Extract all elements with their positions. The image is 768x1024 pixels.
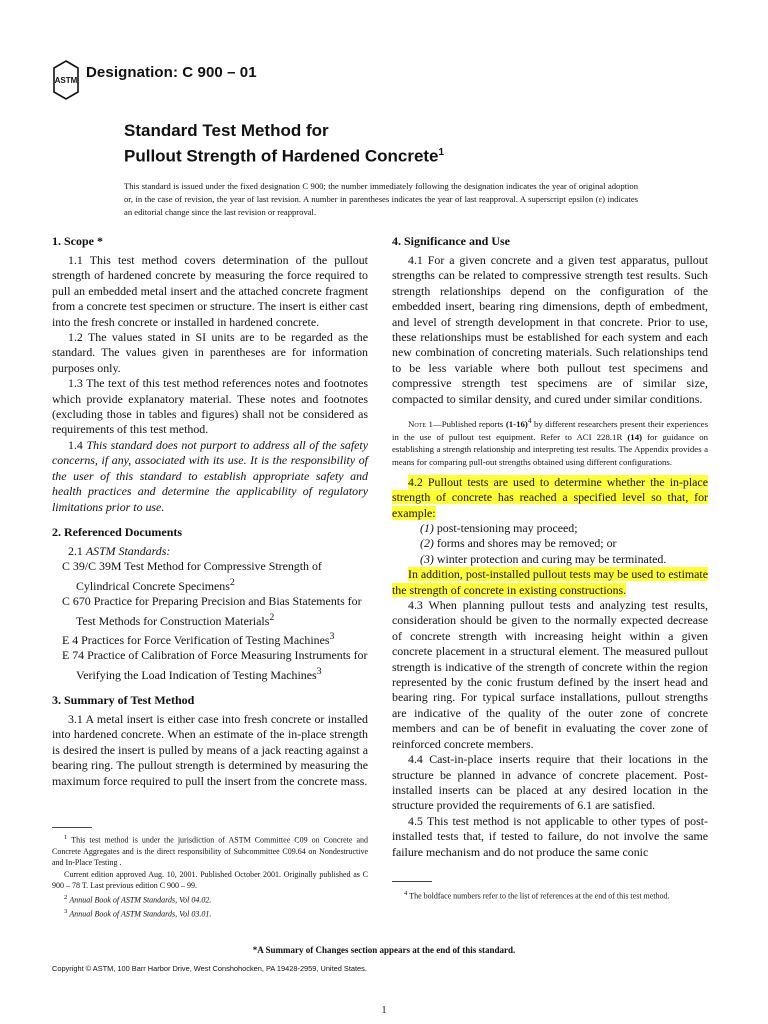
reference-footnote-mark: 2 [269, 611, 275, 623]
document-title [124, 120, 444, 168]
note-1 [392, 415, 708, 469]
footnote-mark: 2 [64, 893, 68, 901]
title-main: Pullout Strength of Hardened Concrete [124, 146, 439, 166]
subsection-label: ASTM Standards: [85, 543, 171, 558]
section-heading-scope: 1. Scope * [52, 234, 103, 248]
designation: Designation: C 900 – 01 [86, 64, 257, 81]
subsection-number: 2.1 [68, 543, 83, 558]
footnote-text: Annual Book of ASTM Standards, Vol 04.02. [69, 895, 212, 905]
note-text: 1—Published reports [428, 418, 504, 429]
reference-code: E 74 [62, 648, 85, 663]
note-reference: (1-16) [505, 418, 528, 429]
reference-item [52, 629, 368, 648]
title-line-1: Standard Test Method for [124, 121, 329, 140]
note-footnote-mark: 4 [527, 416, 532, 426]
paragraph-4-2-continued [392, 567, 708, 598]
reference-code: E 4 [62, 632, 79, 647]
list-number: (3) [420, 551, 434, 566]
list-number: (1) [420, 521, 434, 536]
footnote-2 [52, 892, 368, 906]
paragraph-3-1: 3.1 A metal insert is either case into fresh concrete or installed into hardened concrete. When an estimate of the in-place strength is desired the insert is pulled by means of a jack reacting against a bearing ring. The pullout strength is determined by measuring the maximum force required to pull the insert from the concrete mass. [52, 712, 368, 788]
astm-logo-icon [52, 60, 80, 100]
summary-of-changes-note: *A Summary of Changes section appears at the end of this standard. [252, 945, 516, 955]
paragraph-4-5: 4.5 This test method is not applicable to other types of post-installed tests that, if tested to failure, do not involve the same failure mechanism and do not produce the same conic [392, 813, 708, 859]
paragraph-4-4: 4.4 Cast-in-place inserts require that their locations in the structure be planned in advance of concrete placement. Post-installed inserts can be placed at any desired location in the structure provided the requirements of 6.1 are satisfied. [392, 752, 708, 813]
list-item [392, 552, 708, 567]
title-line-2 [124, 142, 444, 168]
reference-footnote-mark: 2 [229, 576, 235, 588]
reference-item [52, 648, 368, 683]
section-heading-summary: 3. Summary of Test Method [52, 693, 195, 708]
paragraph-4-1: 4.1 For a given concrete and a given test apparatus, pullout strengths can be related to compressive strength test results. Such strength relationships depend on the configuration of the embedded insert, bearing ring dimensions, depth of embedment, and level of strength development in that concrete. Prior to use, these relationships must be established for each system and each new combination of concreting materials. Such relationships tend to be less variable where both pullout test specimens and compressive strength test specimens are of similar size, compacted to similar density, and cured under similar conditions. [392, 253, 708, 406]
list-text: forms and shores may be removed; or [436, 536, 617, 551]
list-text: winter protection and curing may be terminated. [436, 551, 667, 566]
list-text: post-tensioning may proceed; [436, 521, 578, 536]
reference-code: C 670 [62, 594, 91, 609]
reference-footnote-mark: 3 [329, 630, 335, 642]
paragraph-4-2 [392, 475, 708, 521]
reference-item [52, 594, 368, 629]
footnote-3 [52, 906, 368, 920]
footnote-4 [392, 888, 708, 902]
section-heading-significance: 4. Significance and Use [392, 234, 511, 248]
copyright: Copyright © ASTM, 100 Barr Harbor Drive, West Conshohocken, PA 19428-2959, United States. [52, 964, 367, 973]
list-number: (2) [420, 536, 434, 551]
edition-note: Current edition approved Aug. 10, 2001. Published October 2001. Originally published as C 900 – 78 T. Last previous edition C 900 – 99. [52, 869, 368, 891]
svg-text:ASTM: ASTM [54, 76, 78, 85]
footnote-divider [392, 881, 432, 882]
paragraph-4-3: 4.3 When planning pullout tests and analyzing test results, consideration should be given to the normally expected decrease of concrete strength with increasing height within a given concrete placement in a structural element. The measured pullout strength is indicative of the strength of concrete within the region represented by the conic frustum defined by the insert head and bearing ring. For typical surface installations, pullout strengths are indicative of the quality of the outer zone of concrete members and can be of benefit in evaluating the cover zone of reinforced concrete members. [392, 598, 708, 751]
page-number: 1 [381, 1005, 387, 1016]
footnotes-left [52, 832, 368, 920]
reference-title: Practice for Preparing Precision and Bias Statements for Test Methods for Construction Materials [76, 594, 362, 628]
right-column [392, 234, 708, 860]
note-reference: (14) [627, 431, 643, 442]
paragraph-number: 1.4 [68, 437, 83, 452]
paragraph-1-2: 1.2 The values stated in SI units are to be regarded as the standard. The values given in parentheses are for information purposes only. [52, 330, 368, 375]
title-footnote-mark: 1 [438, 147, 445, 158]
paragraph-1-4 [52, 438, 368, 515]
highlighted-text: In addition, post-installed pullout tests may be used to estimate the strength of concrete in existing constructions. [392, 567, 708, 597]
reference-footnote-mark: 3 [316, 665, 322, 677]
reference-title: Practices for Force Verification of Testing Machines [81, 632, 330, 647]
standard-intro: This standard is issued under the fixed designation C 900; the number immediately following the designation indicates the year of original adoption or, in the case of revision, the year of last revision. A number in parentheses indicates the year of last reapproval. A superscript epsilon (ε) indicates an editorial change since the last revision or reapproval. [124, 181, 638, 217]
left-column [52, 234, 368, 789]
highlighted-text: 4.2 Pullout tests are used to determine whether the in-place strength of concrete has reached a specified level so that, for example: [392, 474, 708, 520]
footnote-right [392, 888, 708, 902]
footnote-divider [52, 827, 92, 828]
footnote-1 [52, 832, 368, 869]
footnote-mark: 3 [64, 907, 68, 915]
note-text: by different researchers present their experiences in the use of pullout test equipment. Refer to ACI 228.1R [392, 418, 709, 442]
footnote-text: Annual Book of ASTM Standards, Vol 03.01. [69, 909, 212, 919]
note-text: for guidance on establishing a strength relationship and interpreting test results. The Appendix provides a means for comparing pull-out strengths obtained using different configurations. [392, 431, 708, 468]
paragraph-1-1: 1.1 This test method covers determination of the pullout strength of hardened concrete by measuring the force required to pull an embedded metal insert and the attached concrete fragment from a concrete test specimen or structure. The insert is either cast into the fresh concrete or installed in hardened concrete. [52, 253, 368, 329]
footnote-mark: 4 [404, 890, 408, 897]
footnote-text: This test method is under the jurisdiction of ASTM Committee C09 on Concrete and Concrete Aggregates and is the direct responsibility of Subcommittee C09.64 on Nondestructive and In-Place Testing . [52, 835, 368, 868]
subsection-2-1 [52, 544, 368, 559]
list-item [392, 521, 708, 536]
note-label: Note [408, 418, 427, 429]
paragraph-1-3: 1.3 The text of this test method references notes and footnotes which provide explanatory material. These notes and footnotes (excluding those in tables and figures) shall not be considered as requirements of this test method. [52, 376, 368, 437]
section-heading-referenced-documents: 2. Referenced Documents [52, 524, 183, 539]
reference-code: C 39/C 39M [62, 559, 122, 574]
safety-caveat: This standard does not purport to address all of the safety concerns, if any, associated with its use. It is the responsibility of the user of this standard to establish appropriate safety and health practices and determine the applicability of regulatory limitations prior to use. [52, 437, 368, 514]
footnote-text: The boldface numbers refer to the list of references at the end of this test method. [409, 891, 670, 901]
reference-item [52, 559, 368, 594]
footnote-mark: 1 [64, 834, 68, 841]
list-item [392, 536, 708, 551]
reference-title: Test Method for Compressive Strength of Cylindrical Concrete Specimens [76, 559, 322, 593]
reference-title: Practice of Calibration of Force Measuring Instruments for Verifying the Load Indication of Testing Machines [76, 648, 368, 682]
